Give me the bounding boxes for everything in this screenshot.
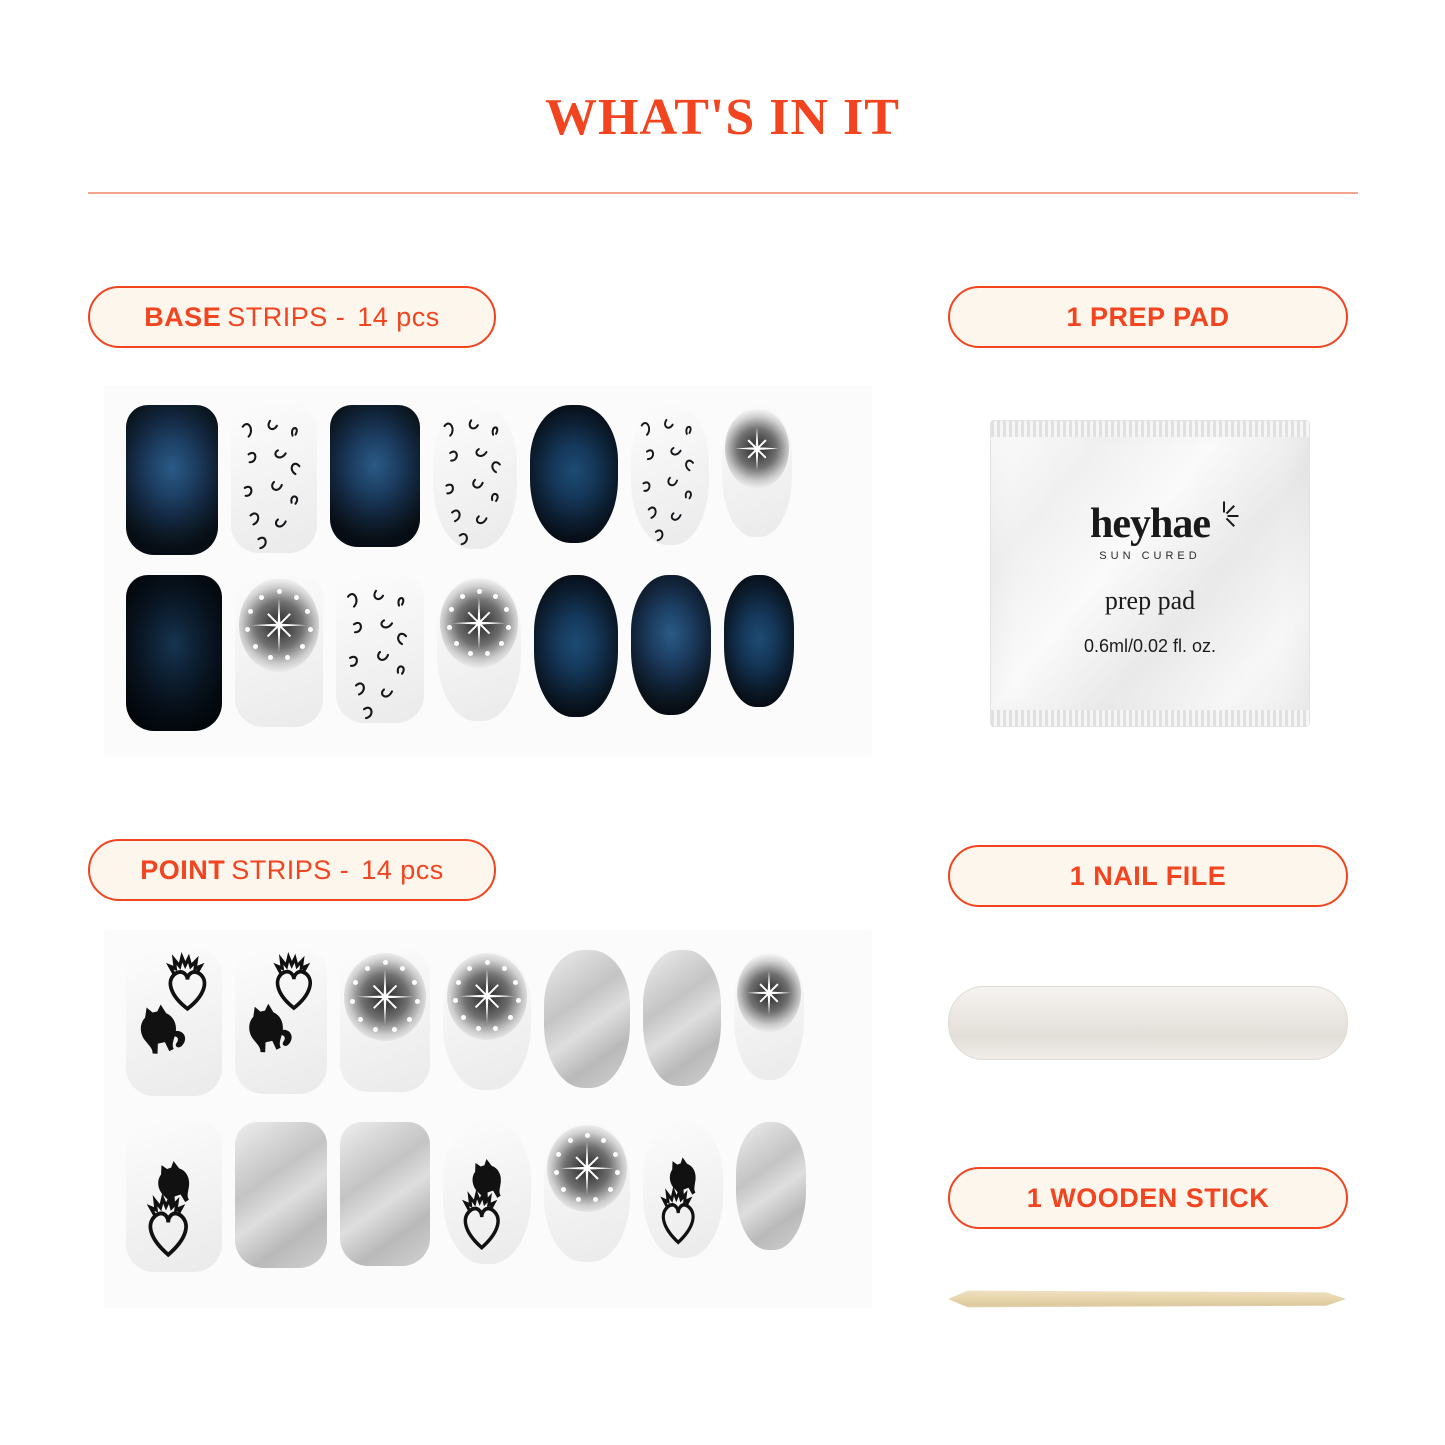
sparkle-icon xyxy=(460,969,515,1024)
brand-tagline: SUN CURED xyxy=(1099,550,1201,562)
smoke-blur xyxy=(725,408,789,490)
page-title: WHAT'S IN IT xyxy=(545,89,900,146)
smoke-blur xyxy=(440,578,517,669)
sparkle-icon xyxy=(747,971,790,1014)
nail-navy-4[interactable] xyxy=(534,575,618,717)
dot-ring xyxy=(340,950,430,1092)
label-base-strips xyxy=(88,286,496,348)
label-wooden-stick: 1 WOODEN STICK xyxy=(948,1167,1348,1229)
label-nail-file: 1 NAIL FILE xyxy=(948,845,1348,907)
prep-pad-volume: 0.6ml/0.02 fl. oz. xyxy=(1083,636,1217,656)
smoke-blur xyxy=(447,953,528,1040)
nail-navy-1[interactable] xyxy=(126,405,218,555)
brand-wordmark xyxy=(1090,500,1210,548)
dot-ring xyxy=(544,1122,630,1262)
nail-cat-heart-1[interactable] xyxy=(126,950,222,1096)
dot-ring xyxy=(437,575,521,721)
nail-squiggle-3[interactable] xyxy=(631,405,709,545)
nail-sparkle-4[interactable] xyxy=(734,950,804,1080)
sparkle-icon xyxy=(560,1142,613,1195)
nail-sparkle-dots-3[interactable] xyxy=(544,1122,630,1262)
nail-silver-4[interactable] xyxy=(340,1122,430,1266)
point-strips-separator: - xyxy=(339,854,350,885)
point-strips-label-light: STRIPS xyxy=(231,854,332,885)
label-point-strips xyxy=(88,839,496,901)
nail-navy-3[interactable] xyxy=(530,405,618,543)
nail-cat-flameheart-2[interactable] xyxy=(443,1122,531,1264)
nail-file-image xyxy=(948,986,1348,1060)
label-prep-pad: 1 PREP PAD xyxy=(948,286,1348,348)
nail-sparkle-dots-2[interactable] xyxy=(443,950,531,1090)
point-strips-quantity: 14 pcs xyxy=(361,854,444,885)
smoke-blur xyxy=(344,953,427,1041)
sparkle-icon xyxy=(252,598,307,653)
nail-silver-1[interactable] xyxy=(544,950,630,1088)
nail-black-1[interactable] xyxy=(126,575,222,731)
sparkle-icon xyxy=(357,969,413,1025)
title-divider xyxy=(88,192,1358,194)
nail-cat-heart-2[interactable] xyxy=(235,950,327,1094)
nail-sparkle-dots-1[interactable] xyxy=(340,950,430,1092)
nail-sparkle-2[interactable] xyxy=(235,575,323,727)
nail-navy-2[interactable] xyxy=(330,405,420,547)
base-strips-sheet xyxy=(104,385,872,757)
nail-navy-6[interactable] xyxy=(724,575,794,707)
base-strips-label-strong: BASE xyxy=(144,301,222,332)
smoke-blur xyxy=(547,1125,626,1212)
nail-sparkle-3[interactable] xyxy=(437,575,521,721)
sun-rays-icon xyxy=(1212,504,1236,528)
point-strips-label-strong: POINT xyxy=(140,854,226,885)
nail-squiggle-1[interactable] xyxy=(231,405,317,553)
sparkle-icon xyxy=(735,427,778,470)
wooden-stick-body xyxy=(948,1286,1346,1312)
prep-pad-packet xyxy=(990,420,1310,727)
wooden-stick-image xyxy=(948,1286,1346,1312)
nail-navy-5[interactable] xyxy=(631,575,711,715)
base-strips-quantity: 14 pcs xyxy=(357,301,440,332)
smoke-blur xyxy=(737,953,801,1034)
base-strips-separator: - xyxy=(335,301,346,332)
base-strips-label-light: STRIPS xyxy=(227,301,328,332)
brand-text: heyhae xyxy=(1090,501,1210,547)
nail-silver-5[interactable] xyxy=(736,1122,806,1250)
nail-silver-2[interactable] xyxy=(643,950,721,1086)
sparkle-icon xyxy=(453,597,505,649)
nail-silver-3[interactable] xyxy=(235,1122,327,1268)
nail-cat-flameheart-3[interactable] xyxy=(643,1122,723,1258)
nail-cat-flameheart-1[interactable] xyxy=(126,1122,222,1272)
nail-squiggle-4[interactable] xyxy=(336,575,424,723)
dot-ring xyxy=(235,575,323,727)
dot-ring xyxy=(443,950,531,1090)
smoke-blur xyxy=(239,578,320,672)
point-strips-sheet xyxy=(104,930,872,1308)
nail-sparkle-1[interactable] xyxy=(722,405,792,537)
nail-squiggle-2[interactable] xyxy=(433,405,517,549)
prep-pad-product-name: prep pad xyxy=(1104,586,1196,615)
